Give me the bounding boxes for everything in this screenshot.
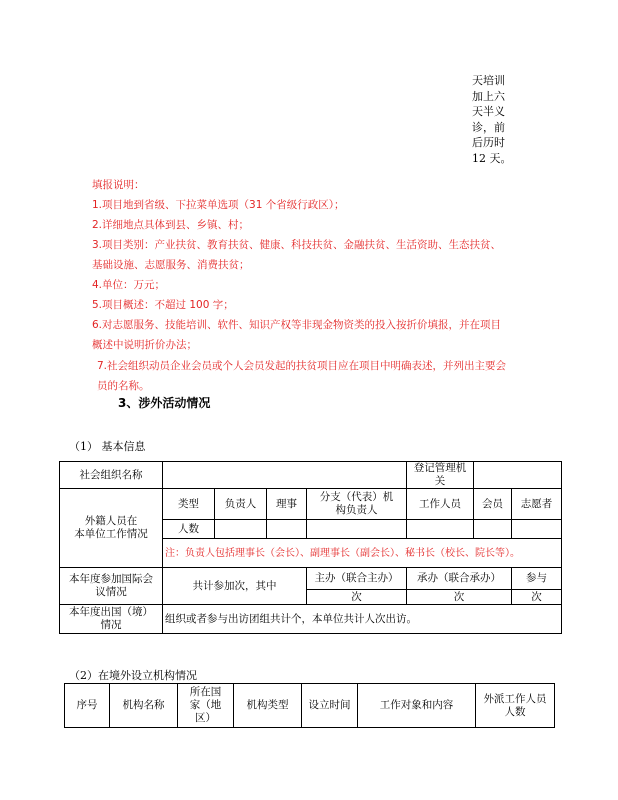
registry-value[interactable] xyxy=(474,462,562,489)
overseas-table xyxy=(64,683,555,728)
col-country-line: 区） xyxy=(195,712,216,724)
continued-note-line: 诊，前 xyxy=(472,120,505,134)
foreign-staff-label-line: 外籍人员在 xyxy=(84,515,138,527)
col-staff-line: 外派工作人员 xyxy=(483,692,547,705)
abroad-label xyxy=(60,605,163,634)
basic-info-table xyxy=(59,461,562,634)
col-volunteer: 志愿者 xyxy=(512,489,562,520)
org-name-value[interactable] xyxy=(163,462,407,489)
col-branch-line: 构负责人 xyxy=(335,504,378,516)
abroad-label-line: 本年度出国（境） xyxy=(69,606,153,618)
col-country xyxy=(178,684,234,728)
continued-note-line: 后历时 xyxy=(472,136,505,149)
conference-label-line: 议情况 xyxy=(95,586,127,598)
instruction-item: 2.详细地点具体到县、乡镇、村； xyxy=(92,219,250,231)
col-branch-line: 分支（代表）机 xyxy=(319,491,394,503)
times-participate[interactable]: 次 xyxy=(512,590,562,605)
times-cohost[interactable]: 次 xyxy=(407,590,512,605)
basic-info-title: （1） 基本信息 xyxy=(69,440,146,453)
conference-label xyxy=(60,568,163,605)
instruction-item: 3.项目类别：产业扶贫、教育扶贫、健康、科技扶贫、金融扶贫、生活资助、生态扶贫、 xyxy=(92,239,502,251)
conference-cohost-label: 承办（联合承办） xyxy=(407,568,512,590)
row-count-label: 人数 xyxy=(163,520,215,539)
instruction-item: 1.项目地到省级、下拉菜单选项（31 个省级行政区）； xyxy=(92,199,345,211)
table-row xyxy=(60,605,562,634)
col-setup-time: 设立时间 xyxy=(302,684,358,728)
col-institution-name: 机构名称 xyxy=(110,684,178,728)
count-volunteer-cell[interactable] xyxy=(512,520,562,539)
continued-note-line: 天半义 xyxy=(472,105,505,118)
col-leader: 负责人 xyxy=(215,489,267,520)
col-member: 会员 xyxy=(474,489,512,520)
conference-host-label: 主办（联合主办） xyxy=(307,568,407,590)
instruction-item: 7.社会组织动员企业会员或个人会员发起的扶贫项目应在项目中明确表述，并列出主要会 xyxy=(97,360,507,372)
col-type: 类型 xyxy=(163,489,215,520)
section-title: 3、涉外活动情况 xyxy=(118,396,211,410)
leader-note: 注：负责人包括理事长（会长）、副理事长（副会长）、秘书长（校长、院长等）。 xyxy=(163,539,562,568)
foreign-staff-label xyxy=(60,489,163,568)
count-director-cell[interactable] xyxy=(267,520,307,539)
col-staff-count xyxy=(476,684,555,728)
col-institution-type: 机构类型 xyxy=(234,684,302,728)
count-leader-cell[interactable] xyxy=(215,520,267,539)
table-row xyxy=(65,684,555,728)
continued-note xyxy=(472,73,522,166)
instruction-item: 4.单位：万元； xyxy=(92,279,166,291)
conference-participate-label: 参与 xyxy=(512,568,562,590)
instruction-item: 5.项目概述：不超过 100 字； xyxy=(92,299,234,311)
col-director: 理事 xyxy=(267,489,307,520)
col-staff-line: 人数 xyxy=(504,705,526,718)
col-country-line: 所在国 xyxy=(189,686,222,698)
foreign-staff-label-line: 本单位工作情况 xyxy=(74,528,148,540)
instruction-item: 6.对志愿服务、技能培训、软件、知识产权等非现金物资类的投入按折价填报，并在项目 xyxy=(92,319,502,331)
col-no: 序号 xyxy=(65,684,110,728)
instruction-item-cont: 基础设施、志愿服务、消费扶贫； xyxy=(92,259,250,271)
col-country-line: 家（地 xyxy=(189,699,222,711)
overseas-title: （2）在境外设立机构情况 xyxy=(69,669,197,682)
table-row xyxy=(60,462,562,489)
abroad-text: 组织或者参与出访团组共计个，本单位共计人次出访。 xyxy=(163,605,562,634)
continued-note-line: 加上六 xyxy=(472,89,505,103)
instruction-item-cont: 员的名称。 xyxy=(97,380,150,392)
table-row xyxy=(60,489,562,520)
continued-note-line: 天培训 xyxy=(472,74,505,87)
times-host[interactable]: 次 xyxy=(307,590,407,605)
continued-note-line: 12 天。 xyxy=(472,151,512,165)
count-branch-cell[interactable] xyxy=(307,520,407,539)
col-work-content: 工作对象和内容 xyxy=(358,684,476,728)
abroad-label-line: 情况 xyxy=(100,619,122,631)
org-name-label: 社会组织名称 xyxy=(60,462,163,489)
table-row xyxy=(60,568,562,590)
col-branch-leader xyxy=(307,489,407,520)
registry-label: 登记管理机关 xyxy=(407,462,474,489)
col-staff: 工作人员 xyxy=(407,489,474,520)
count-member-cell[interactable] xyxy=(474,520,512,539)
conference-total: 共计参加次，其中 xyxy=(163,568,307,605)
conference-label-line: 本年度参加国际会 xyxy=(69,573,153,585)
instruction-item-cont: 概述中说明折价办法； xyxy=(92,339,197,351)
instructions-heading: 填报说明： xyxy=(92,179,145,191)
count-staff-cell[interactable] xyxy=(407,520,474,539)
